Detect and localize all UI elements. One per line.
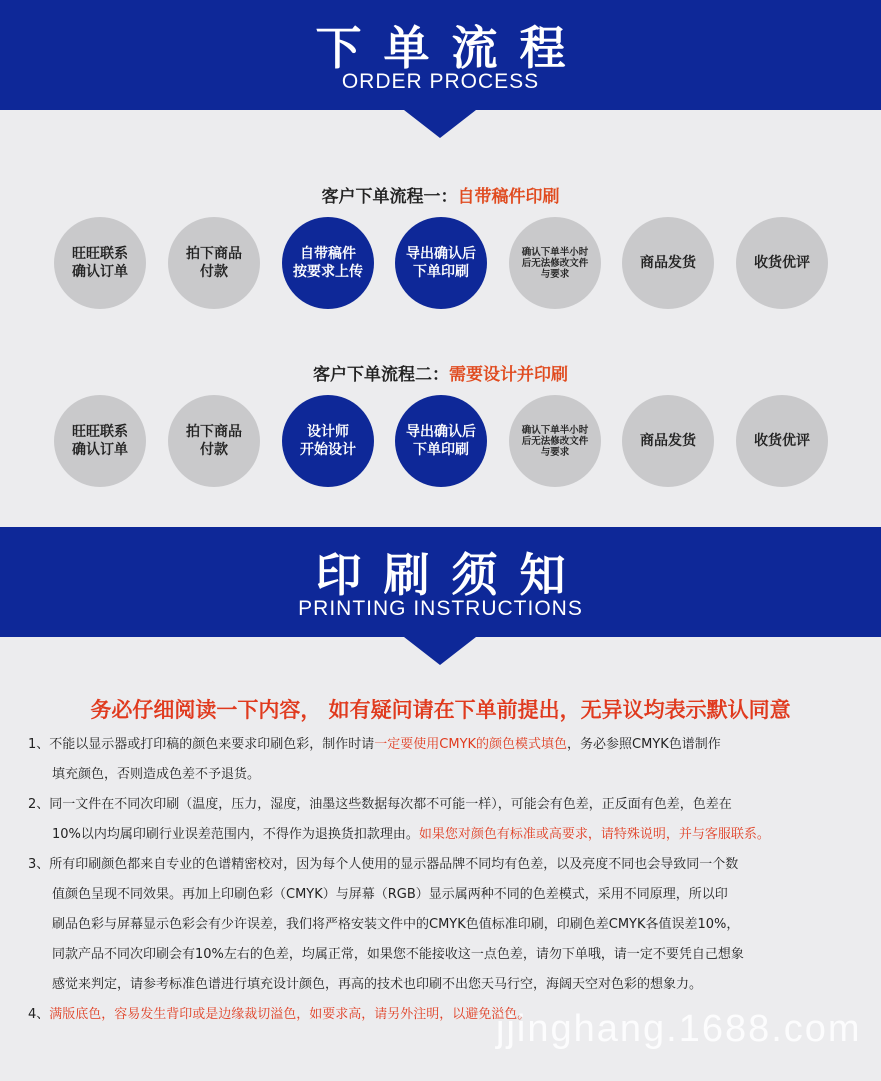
flow1-step-3: 自带稿件 按要求上传 <box>282 217 374 309</box>
item2-line-2 <box>28 820 848 850</box>
notice-heading: 务必仔细阅读一下内容， 如有疑问请在下单前提出，无异议均表示默认同意 <box>90 698 791 722</box>
flow1-highlight: 自带稿件印刷 <box>457 187 560 207</box>
item3-text-a: 3、所有印刷颜色都来自专业的色谱精密校对，因为每个人使用的显示器品牌不同均有色差，以及亮度不同也会导致同一个数 <box>28 857 739 872</box>
item2-text-b: 10%以内均属印刷行业误差范围内，不得作为退换货扣款理由。 <box>52 827 419 842</box>
flow2-step-1: 旺旺联系 确认订单 <box>54 395 146 487</box>
item4-text-red: 满版底色，容易发生背印或是边缘裁切溢色，如要求高，请另外注明，以避免溢色。 <box>49 1007 531 1022</box>
order-process-subtitle: ORDER PROCESS <box>341 70 540 93</box>
item1-text-c: ，务必参照CMYK色谱制作 <box>567 737 721 752</box>
item2-text-red: 如果您对颜色有标准或高要求，请特殊说明，并与客服联系。 <box>418 827 770 842</box>
item1-text-d: 填充颜色，否则造成色差不予退货。 <box>52 767 261 782</box>
printing-instructions-banner <box>0 527 881 637</box>
item3-text-e: 感觉来判定，请参考标准色谱进行填充设计颜色，再高的技术也印刷不出您天马行空，海阔天空对色彩的想象力。 <box>52 977 703 992</box>
instruction-item-3 <box>28 850 848 1000</box>
flow2-step-5: 确认下单半小时 后无法修改文件 与要求 <box>509 395 601 487</box>
flow2-step-7: 收货优评 <box>736 395 828 487</box>
flow1-title: 客户下单流程一： <box>321 187 458 207</box>
instructions-list <box>28 730 848 1030</box>
flow1-step-4: 导出确认后 下单印刷 <box>395 217 487 309</box>
order-process-title: 下单流程 <box>315 21 588 75</box>
item4-text-a: 4、 <box>28 1007 50 1022</box>
flow2-step-3: 设计师 开始设计 <box>282 395 374 487</box>
banner-arrow-2 <box>404 637 476 665</box>
printing-instructions-subtitle: PRINTING INSTRUCTIONS <box>298 597 583 620</box>
flow2-steps <box>54 395 834 487</box>
flow1-heading <box>0 182 881 207</box>
flow1-steps <box>54 217 834 309</box>
flow1-step-6: 商品发货 <box>622 217 714 309</box>
flow2-highlight: 需要设计并印刷 <box>449 365 568 385</box>
item3-text-d: 同款产品不同次印刷会有10%左右的色差，均属正常，如果您不能接收这一点色差，请勿下单哦，请一定不要凭自己想象 <box>52 947 744 962</box>
item2-text-a: 2、同一文件在不同次印刷（温度，压力，湿度，油墨这些数据每次都不可能一样），可能会有色差，正反面有色差，色差在 <box>28 797 732 812</box>
item3-text-c: 刷品色彩与屏幕显示色彩会有少许误差，我们将严格安装文件中的CMYK色值标准印刷，印刷色差CMYK各值误差10%， <box>52 917 740 932</box>
flow1-step-2: 拍下商品 付款 <box>168 217 260 309</box>
watermark: jjinghang.1688.com <box>496 1008 862 1050</box>
printing-instructions-title: 印刷须知 <box>315 548 588 602</box>
item1-text-a: 1、不能以显示器或打印稿的颜色来要求印刷色彩，制作时请 <box>28 737 375 752</box>
item1-text-red: 一定要使用CMYK的颜色模式填色 <box>374 737 568 752</box>
flow2-step-6: 商品发货 <box>622 395 714 487</box>
flow1-step-5: 确认下单半小时 后无法修改文件 与要求 <box>509 217 601 309</box>
item3-text-b: 值颜色呈现不同效果。再加上印刷色彩（CMYK）与屏幕（RGB）显示属两种不同的色差模式，采用不同原理，所以印 <box>52 887 728 902</box>
flow2-step-2: 拍下商品 付款 <box>168 395 260 487</box>
flow1-step-7: 收货优评 <box>736 217 828 309</box>
banner-arrow <box>404 110 476 138</box>
order-process-banner <box>0 0 881 110</box>
flow2-step-4: 导出确认后 下单印刷 <box>395 395 487 487</box>
instruction-item-1 <box>28 730 848 790</box>
instruction-item-2 <box>28 790 848 850</box>
flow2-title: 客户下单流程二： <box>313 365 449 385</box>
flow1-step-1: 旺旺联系 确认订单 <box>54 217 146 309</box>
flow2-heading <box>0 360 881 385</box>
